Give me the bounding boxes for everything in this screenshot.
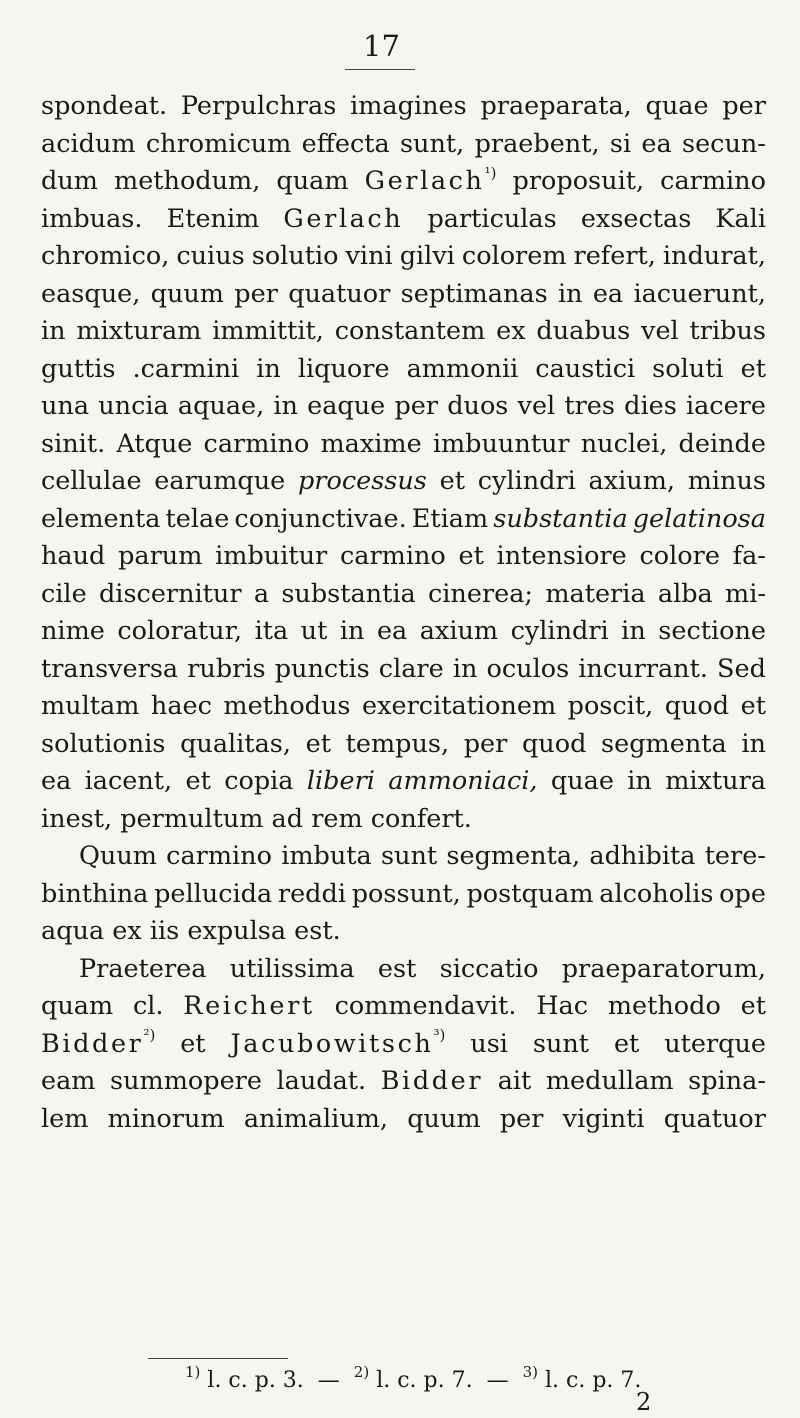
footnote-1 [185, 1362, 304, 1393]
footnote-separator: — [317, 1368, 340, 1393]
word: ut [300, 616, 328, 646]
body-text [41, 88, 766, 1138]
word: quatuor [663, 1103, 766, 1134]
text-line [41, 838, 766, 876]
word: sunt [380, 841, 438, 871]
italic-term: processus [297, 466, 427, 496]
word: lem [41, 1103, 89, 1134]
word: tribus [689, 316, 766, 346]
word: sectione [658, 616, 766, 646]
word: ex [112, 916, 142, 946]
footnote-text: l. c. p. 7. [545, 1368, 642, 1393]
author-name-with-footnote [230, 1026, 445, 1064]
word: usi [470, 1028, 508, 1059]
word: oculos [486, 653, 570, 684]
text-line [41, 88, 766, 126]
word: in [557, 278, 583, 309]
word: multam [41, 691, 140, 721]
word: iis [149, 916, 180, 946]
word: possunt, [351, 878, 461, 909]
word: cylindri [510, 616, 609, 646]
word: a [253, 578, 270, 609]
word: carmino [339, 541, 446, 571]
word: septimanas [400, 278, 548, 309]
word: dies [624, 391, 677, 421]
word: rubris [187, 653, 266, 684]
word: imbuitur [215, 541, 328, 571]
text-line [41, 388, 766, 426]
word: et [740, 991, 766, 1021]
word: easque, [41, 278, 141, 309]
word: cellulae [41, 466, 142, 496]
word: imbuta [281, 841, 372, 871]
word: acidum [41, 128, 136, 159]
text-line [41, 988, 766, 1026]
word: aqua [41, 916, 105, 946]
word: imbuuntur [432, 428, 570, 459]
word: coloratur, [117, 616, 243, 646]
word: nime [41, 616, 105, 646]
word: et [613, 1028, 640, 1059]
word: si [609, 128, 632, 159]
signature-mark: 2 [636, 1388, 652, 1416]
author-name-with-footnote [365, 163, 497, 201]
word: Perpulchras [180, 91, 337, 121]
word: sunt, [399, 128, 465, 159]
word: in [339, 616, 365, 646]
word: est. [294, 916, 341, 946]
word: in [741, 728, 766, 759]
word: confert. [370, 803, 472, 834]
word: tere- [704, 841, 766, 871]
text-line [41, 276, 766, 314]
word: quatuor [288, 278, 391, 309]
word: animalium, [243, 1103, 388, 1134]
word: tres [564, 391, 615, 421]
word: methodum, [114, 166, 261, 196]
text-line [41, 688, 766, 726]
word: imagines [350, 91, 467, 121]
word: ea [41, 766, 72, 796]
word: iacent, [84, 766, 173, 796]
word: praebent, [474, 128, 600, 159]
word: in [41, 316, 66, 346]
word: expulsa [187, 916, 287, 946]
text-line [41, 613, 766, 651]
word: in [256, 353, 281, 384]
word: per [463, 728, 508, 759]
footnote-ref: ¹) [484, 163, 497, 182]
word: medullam [545, 1066, 674, 1096]
word: deinde [678, 428, 766, 459]
word: postquam [466, 878, 594, 909]
author-name: Bidder [380, 1066, 484, 1096]
word: una [41, 391, 90, 421]
text-line [41, 951, 766, 989]
word: maxime [320, 428, 422, 459]
word: gilvi [399, 241, 455, 271]
author-name-with-footnote [41, 1026, 155, 1064]
text-line [41, 576, 766, 614]
word: colorem [461, 241, 567, 271]
italic-term: liberi [306, 766, 375, 796]
word: imbuas. [41, 203, 143, 234]
word: ammonii [406, 353, 519, 384]
author-name: Gerlach [283, 203, 404, 234]
word: clare [378, 653, 444, 684]
word: quae [645, 91, 709, 121]
word: rem [311, 803, 363, 834]
word: mixturam [76, 316, 202, 346]
word: particulas [427, 203, 557, 234]
word: aquae, [177, 391, 265, 421]
word: spina- [688, 1066, 766, 1096]
word: est [377, 953, 417, 984]
word: minorum [107, 1103, 225, 1134]
word: substantia [281, 578, 416, 609]
word: et [740, 691, 766, 721]
word: praeparatorum, [561, 953, 766, 984]
word: uncia [98, 391, 169, 421]
word: pellucida [154, 878, 273, 909]
word: binthina [41, 878, 149, 909]
word: Quum [79, 841, 157, 871]
italic-term: gelatinosa [632, 503, 766, 534]
italic-term: ammoniaci, [388, 766, 538, 796]
text-line [41, 801, 766, 839]
word: carmino [166, 841, 272, 871]
word: cuius [176, 241, 245, 271]
text-line [41, 238, 766, 276]
text-line [41, 463, 766, 501]
footnote-ref: ³) [433, 1026, 446, 1044]
word: elementa [41, 503, 161, 534]
word: secun- [682, 128, 766, 159]
word: Atque [116, 428, 193, 459]
word: axium [419, 616, 499, 646]
word: quum [150, 278, 224, 309]
text-line [41, 201, 766, 239]
word: fa- [732, 541, 766, 571]
footnote-marker: 2) [353, 1362, 370, 1381]
text-line [41, 1026, 766, 1064]
word: in [621, 616, 646, 646]
word: incurrant. [578, 653, 708, 684]
word: parum [118, 541, 203, 571]
word: constantem [334, 316, 486, 346]
word: colore [639, 541, 720, 571]
word: commendavit. [334, 991, 517, 1021]
word: mixtura [665, 766, 766, 796]
word: ea [592, 278, 624, 309]
word: inest, [41, 803, 113, 834]
word: haud [41, 541, 106, 571]
text-line [41, 651, 766, 689]
word: quam [276, 166, 349, 196]
text-line [41, 313, 766, 351]
word: per [499, 1103, 544, 1134]
word: refert, [573, 241, 656, 271]
word: carmino [203, 428, 310, 459]
text-line [41, 126, 766, 164]
word: reddi [277, 878, 346, 909]
word: ita [254, 616, 289, 646]
word: transversa [41, 653, 179, 684]
word: earumque [154, 466, 286, 496]
word: solutionis [41, 728, 166, 759]
word: immittit, [212, 316, 324, 346]
text-line [41, 501, 766, 539]
word: utilissima [229, 953, 355, 984]
word: viginti [562, 1103, 645, 1134]
footnote-separator: — [486, 1368, 509, 1393]
word: alba [657, 578, 713, 609]
footnote-text: l. c. p. 7. [376, 1368, 473, 1393]
text-line [41, 426, 766, 464]
page-number: 17 [363, 29, 400, 63]
word: carmino [660, 166, 766, 196]
word: nuclei, [580, 428, 668, 459]
footnote-text: l. c. p. 3. [207, 1368, 304, 1393]
word: chromicum [145, 128, 292, 159]
word: cl. [132, 991, 164, 1021]
word: exercitationem [362, 691, 557, 721]
footnote-3 [522, 1362, 642, 1393]
word: Sed [717, 653, 766, 684]
word: ea [641, 128, 672, 159]
word: cinerea; [428, 578, 534, 609]
word: haec [150, 691, 212, 721]
word: et [458, 541, 484, 571]
word: sunt [532, 1028, 590, 1059]
author-name: Bidder [41, 1028, 144, 1059]
word: axium, [588, 466, 675, 496]
word: materia [545, 578, 646, 609]
word: vel [517, 391, 556, 421]
word: praeparata, [480, 91, 632, 121]
word: et [439, 466, 465, 496]
word: telae [165, 503, 230, 534]
word: quod [521, 728, 587, 759]
author-name: Reichert [183, 991, 315, 1021]
word: iacere [685, 391, 766, 421]
word: ex [496, 316, 526, 346]
word: qualitas, [180, 728, 291, 759]
word: uterque [664, 1028, 766, 1059]
word: et [740, 353, 766, 384]
word: exsectas [580, 203, 692, 234]
word: liquore [297, 353, 390, 384]
word: in [273, 391, 298, 421]
word: quam [41, 991, 114, 1021]
word: tempus, [345, 728, 450, 759]
word: in [452, 653, 478, 684]
page-number-rule [345, 69, 415, 70]
word: per [234, 278, 278, 309]
word: Kali [715, 203, 766, 234]
word: discernitur [98, 578, 242, 609]
author-name: Jacubowitsch [230, 1028, 434, 1059]
word: ad [271, 803, 304, 834]
word: per [394, 391, 439, 421]
word: copia [224, 766, 294, 796]
word: Etenim [166, 203, 260, 234]
word: adhibita [589, 841, 696, 871]
footnote-marker: 1) [185, 1362, 201, 1381]
word: cile [41, 578, 87, 609]
word: alcoholis [599, 878, 714, 909]
word: per [722, 91, 766, 121]
footnote-marker: 3) [522, 1362, 538, 1381]
word: iacuerunt, [633, 278, 766, 309]
word: effecta [301, 128, 390, 159]
word: laudat. [276, 1066, 367, 1096]
word: solutio [251, 241, 339, 271]
word: ait [497, 1066, 532, 1096]
word: Praeterea [79, 953, 207, 984]
word: intensiore [496, 541, 627, 571]
word: chromico, [41, 241, 170, 271]
word: ope [719, 878, 766, 909]
text-line [41, 351, 766, 389]
footnote-ref: ²) [143, 1026, 156, 1044]
word: segmenta [601, 728, 727, 759]
word: dum [41, 166, 98, 196]
text-line [41, 1101, 766, 1139]
word: duos [447, 391, 509, 421]
word: et [305, 728, 331, 759]
text-line [41, 1063, 766, 1101]
text-line [41, 163, 766, 201]
word: quae [550, 766, 614, 796]
footnotes [185, 1362, 642, 1395]
word: segmenta, [446, 841, 581, 871]
word: sinit. [41, 428, 106, 459]
word: mi- [725, 578, 766, 609]
word: soluti [652, 353, 724, 384]
word: et [180, 1028, 206, 1059]
word: in [627, 766, 652, 796]
word: et [185, 766, 211, 796]
word: proposuit, [512, 166, 645, 196]
word: ea [376, 616, 408, 646]
author-name: Gerlach [364, 166, 485, 196]
text-line [41, 538, 766, 576]
word: cylindri [477, 466, 576, 496]
text-line [41, 726, 766, 764]
text-line [41, 913, 766, 951]
italic-term: substantia [493, 503, 628, 534]
text-line [41, 763, 766, 801]
word: vini [345, 241, 393, 271]
word: eam [41, 1066, 96, 1096]
word: vel [641, 316, 679, 346]
text-line [41, 876, 766, 914]
word: caustici [535, 353, 636, 384]
footnote-rule [148, 1358, 288, 1359]
word: quum [407, 1103, 481, 1134]
footnote-2 [353, 1362, 473, 1393]
word: eaque [307, 391, 386, 421]
word: Hac [536, 991, 589, 1021]
word: conjunctivae. [234, 503, 407, 534]
word: duabus [536, 316, 631, 346]
word: permultum [120, 803, 264, 834]
word: summopere [110, 1066, 262, 1096]
word: Etiam [411, 503, 489, 534]
word: poscit, [567, 691, 654, 721]
word: spondeat. [41, 91, 168, 121]
word: quod [664, 691, 730, 721]
word: siccatio [439, 953, 539, 984]
word: minus [687, 466, 766, 496]
word: guttis [41, 353, 116, 384]
word: indurat, [662, 241, 766, 271]
word: methodus [223, 691, 351, 721]
word: methodo [607, 991, 721, 1021]
word: .carmini [132, 353, 240, 384]
word: punctis [274, 653, 370, 684]
